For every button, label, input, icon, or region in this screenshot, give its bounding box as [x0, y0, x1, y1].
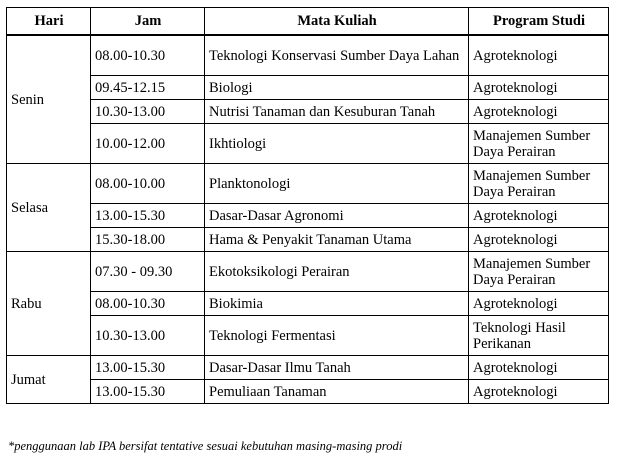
time-cell: 13.00-15.30: [91, 356, 205, 380]
course-cell: Hama & Penyakit Tanaman Utama: [205, 228, 469, 252]
table-row: [7, 316, 609, 356]
program-cell: Agroteknologi: [469, 100, 609, 124]
program-cell: Agroteknologi: [469, 356, 609, 380]
header-time: Jam: [91, 8, 205, 36]
footnote: *penggunaan lab IPA bersifat tentative sesuai kebutuhan masing-masing prodi: [8, 439, 403, 453]
course-cell: Nutrisi Tanaman dan Kesuburan Tanah: [205, 100, 469, 124]
day-cell-rabu: Rabu: [7, 252, 91, 356]
course-cell: Biologi: [205, 76, 469, 100]
schedule-table: [6, 7, 609, 404]
table-row: [7, 164, 609, 204]
table-row: [7, 380, 609, 404]
time-cell: 10.30-13.00: [91, 316, 205, 356]
header-day: Hari: [7, 8, 91, 36]
program-cell: Manajemen Sumber Daya Perairan: [469, 164, 609, 204]
table-row: [7, 100, 609, 124]
table-row: [7, 35, 609, 76]
header-row: [7, 8, 609, 36]
time-cell: 10.00-12.00: [91, 124, 205, 164]
program-cell: Agroteknologi: [469, 76, 609, 100]
course-cell: Ikhtiologi: [205, 124, 469, 164]
program-cell: Agroteknologi: [469, 292, 609, 316]
program-cell: Agroteknologi: [469, 228, 609, 252]
course-cell: Dasar-Dasar Ilmu Tanah: [205, 356, 469, 380]
time-cell: 08.00-10.00: [91, 164, 205, 204]
time-cell: 07.30 - 09.30: [91, 252, 205, 292]
program-cell: Teknologi Hasil Perikanan: [469, 316, 609, 356]
table-row: [7, 228, 609, 252]
program-cell: Agroteknologi: [469, 35, 609, 76]
table-row: [7, 76, 609, 100]
header-course: Mata Kuliah: [205, 8, 469, 36]
day-cell-selasa: Selasa: [7, 164, 91, 252]
program-cell: Agroteknologi: [469, 380, 609, 404]
time-cell: 09.45-12.15: [91, 76, 205, 100]
course-cell: Dasar-Dasar Agronomi: [205, 204, 469, 228]
time-cell: 15.30-18.00: [91, 228, 205, 252]
day-cell-senin: Senin: [7, 35, 91, 164]
day-cell-jumat: Jumat: [7, 356, 91, 404]
course-cell: Teknologi Fermentasi: [205, 316, 469, 356]
program-cell: Agroteknologi: [469, 204, 609, 228]
program-cell: Manajemen Sumber Daya Perairan: [469, 252, 609, 292]
time-cell: 08.00-10.30: [91, 292, 205, 316]
time-cell: 10.30-13.00: [91, 100, 205, 124]
table-row: [7, 356, 609, 380]
time-cell: 08.00-10.30: [91, 35, 205, 76]
table-row: [7, 124, 609, 164]
table-row: [7, 252, 609, 292]
course-cell: Planktonologi: [205, 164, 469, 204]
course-cell: Pemuliaan Tanaman: [205, 380, 469, 404]
table-row: [7, 204, 609, 228]
time-cell: 13.00-15.30: [91, 380, 205, 404]
program-cell: Manajemen Sumber Daya Perairan: [469, 124, 609, 164]
header-program: Program Studi: [469, 8, 609, 36]
time-cell: 13.00-15.30: [91, 204, 205, 228]
table-row: [7, 292, 609, 316]
course-cell: Biokimia: [205, 292, 469, 316]
course-cell: Ekotoksikologi Perairan: [205, 252, 469, 292]
course-cell: Teknologi Konservasi Sumber Daya Lahan: [205, 35, 469, 76]
